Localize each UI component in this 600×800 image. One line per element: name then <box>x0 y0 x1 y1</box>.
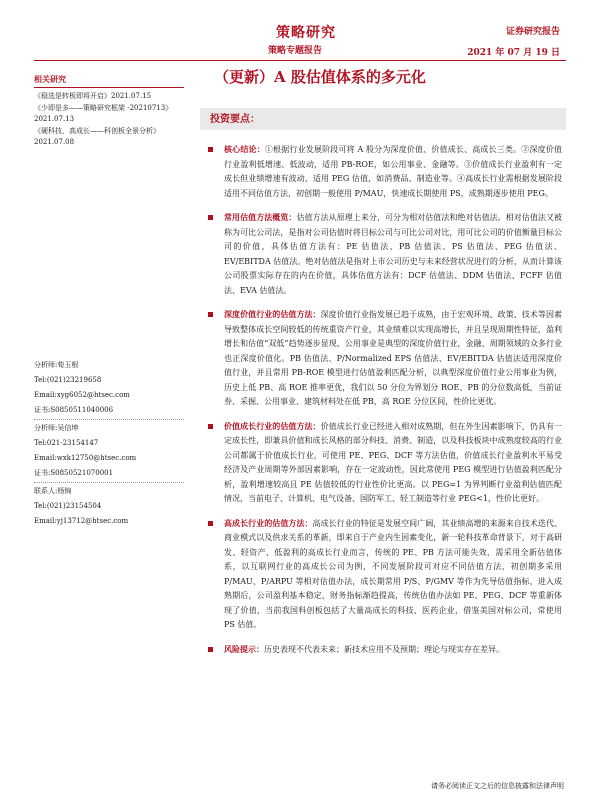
analyst-name: 分析师:荀玉根 <box>34 361 79 369</box>
analyst-name: 联系人:杨锦 <box>34 487 72 495</box>
analyst-email[interactable]: Email:xyg6052@htsec.com <box>34 391 130 399</box>
analyst-separator <box>34 419 184 420</box>
analyst-name: 分析师:吴信坤 <box>34 424 79 432</box>
header-subtitle: 策略专题报告 <box>268 46 323 56</box>
bullet-deep-value <box>200 307 562 410</box>
bullet-value-growth <box>200 419 562 507</box>
bullet-text: 深度价值行业指发展已趋于成熟，由于宏观环境、政策、技术等因素导致整体成长空间较低的传统重资产行业，其业绩难以实现高增长，并且呈现周期性特征，盈利增长和估值“双低”趋势逐步显现，公用事业是典型的深度价值行业，金融、周期领域的众多行业也正深度价值化。PB 估值法、P/Normalized EPS 估值法、EV/EBITDA 估值法适用深度价值行业，并且常用 PB-ROE 模型进行估值盈利匹配分析，以典型深度价值行业公用事业为例，历史上低 PB、高 ROE 推率更优，我们以 50 分位为界划分 ROE、PB 的分位数高低，当前证券、采掘、公用事业、建筑材料处在低 PB、高 ROE 分位区间，性价比更优。 <box>224 310 563 406</box>
bullet-square-icon <box>208 521 213 526</box>
section-header: 投资要点： <box>210 114 260 125</box>
bullet-text: 价值成长行业已经进入相对成熟期，但在外生因素影响下，仍具有一定成长性，即兼具价值和成长风格的部分科技、消费、制造，以及科技板块中成熟度较高的行业公司都属于价值成长行业，可使用 PE、PEG、DCF 等方法估值，价值成长行业盈利水平易受经济及产业周期等外部因素影响，存在一定波动性，因此常使用 PEG 模型进行估值盈利匹配分析，盈利增速较高且 PE 估值较低的行业性价比更高。以 PEG=1 为界判断行业盈利估值匹配情况，当前电子、计算机、电气设备、国防军工、轻工制造等行业 PEG<1，性价比更好。 <box>224 421 563 503</box>
bullet-lead: 高成长行业的估值方法： <box>224 517 313 528</box>
analyst-separator <box>34 482 184 483</box>
bullet-valuation-overview <box>200 210 562 298</box>
analyst-tel: Tel:(021)23219658 <box>34 376 102 384</box>
analyst-list <box>34 358 184 529</box>
bullet-square-icon <box>208 647 213 652</box>
footer-disclaimer: 请务必阅读正文之后的信息披露和法律声明 <box>431 782 564 790</box>
bullet-text: 高成长行业的特征是发展空间广阔，其业绩高增的来源来自技术迭代、商业模式以及供求关系的革新，即来自于产业内生因素变化，新一轮科技革命背景下，对于高研发、轻资产、低盈利的高成长行业而言，传统的 PE、PB 方法可能失效，需采用全新估值体系，以互联网行业的高成长公司为例，不同发展阶段可对应不同估值方法，初创期多采用 P/MAU、P/ARPU 等相对估值办法，成长期常用 P/S、P/GMV 等作为先导估值指标，进入成熟期后，公司盈利基本稳定，财务指标渐趋提高，传统估值办法如 PE、PEG、DCF 等重新体现了价值，当前我国科创板包括了大量高成长的科技、医药企业，借鉴美国对标公司，常使用 PS 估值。 <box>224 518 563 629</box>
bullet-square-icon <box>208 215 213 220</box>
main-title: （更新）A 股估值体系的多元化 <box>214 68 426 86</box>
bullet-risk <box>200 642 562 658</box>
bullet-high-growth <box>200 516 562 633</box>
bullet-lead: 价值成长行业的估值方法： <box>224 420 321 431</box>
bullet-square-icon <box>208 147 213 152</box>
analyst-email[interactable]: Email:yj13712@htsec.com <box>34 517 129 525</box>
bullet-text: 估值方法从原理上来分，可分为相对估值法和绝对估值法。相对估值法又被称为可比公司法，是指对公司估值时将目标公司与可比公司对比，用可比公司的价值衡量目标公司的价值，具体估值方法有：PE 估值法、PB 估值法、PS 估值法、PEG 估值法、EV/EBITDA 估值法。绝对估值法是指对上市公司历史与未来经营状况进行的分析，从而计算该公司股票实际存在的内在价值，具体估值方法有：DCF 估值法、DDM 估值法、FCFF 估值法、EVA 估值法。 <box>224 213 563 295</box>
bullet-text: ①根据行业发展阶段可将 A 股分为深度价值、价值成长、高成长三类。②深度价值行业盈利低增速、低波动，适用 PB-ROE，如公用事业、金融等。③价值成长行业盈利有一定成长但业绩增速有波动，适用 PEG 估值，如消费品、制造业等。④高成长行业需根据发展阶段适用不同估值方法，初创期一般使用 P/MAU，快速成长期使用 PS，成熟期逐步使用 PEG。 <box>224 145 562 198</box>
related-heading: 相关研究 <box>34 74 66 84</box>
analyst-cert: 证书:S0850511040006 <box>34 406 114 414</box>
analyst-cert: 证书:S0850521070001 <box>34 469 114 477</box>
related-divider <box>34 87 184 88</box>
bullet-lead: 常用估值方法概览： <box>224 212 297 222</box>
header-divider <box>34 60 566 61</box>
bullet-square-icon <box>208 424 213 429</box>
related-research <box>34 74 184 149</box>
header-title: 策略研究 <box>276 25 336 41</box>
related-item[interactable]: 《少即是多——策略研究框架 -20210713》2021.07.13 <box>34 104 173 123</box>
bullet-lead: 核心结论： <box>224 144 265 154</box>
analyst-tel: Tel:(021)23154504 <box>34 502 102 510</box>
bullet-list <box>200 142 562 657</box>
bullet-lead: 风险提示： <box>224 643 264 654</box>
report-date: 2021 年 07 月 19 日 <box>467 48 560 58</box>
bullet-text: 历史表现不代表未来；新技术应用不及预期；理论与现实存在差异。 <box>264 644 504 654</box>
bullet-lead: 深度价值行业的估值方法： <box>224 309 321 319</box>
related-item[interactable]: 《稳选是转板即将开启》2021.07.15 <box>34 92 152 100</box>
related-item[interactable]: 《硬科技，高成长——科创板全景分析》2021.07.08 <box>34 127 160 146</box>
analyst-email[interactable]: Email:wxk12750@htsec.com <box>34 454 137 462</box>
bullet-core-conclusion <box>200 142 562 201</box>
bullet-square-icon <box>208 312 213 317</box>
report-type: 证券研究报告 <box>505 27 560 37</box>
analyst-tel: Tel:021-23154147 <box>34 439 99 447</box>
